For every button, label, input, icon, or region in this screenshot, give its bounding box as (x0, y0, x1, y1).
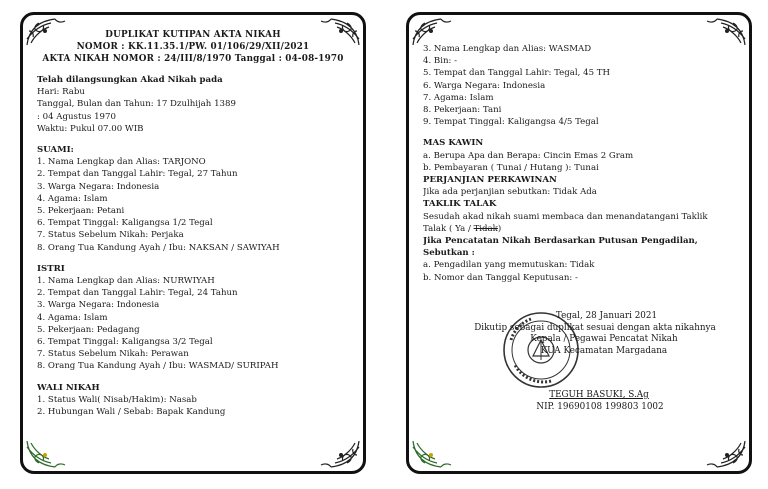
suami-line: 4. Agama: Islam (37, 193, 108, 204)
istri-line: 6. Tempat Tinggal: Kaligangsa 3/2 Tegal (37, 337, 213, 348)
wali-line: 7. Agama: Islam (423, 92, 494, 103)
perjanjian-title: PERJANJIAN PERKAWINAN (423, 175, 557, 186)
pencatatan-line: b. Nomor dan Tanggal Keputusan: - (423, 272, 578, 283)
mas-kawin-line: a. Berupa Apa dan Berapa: Cincin Emas 2 Gram (423, 150, 634, 161)
mas-kawin-line: b. Pembayaran ( Tunai / Hutang ): Tunai (423, 162, 599, 173)
pencatatan-title: Jika Pencatatan Nikah Berdasarkan Putusan Pengadilan, (423, 236, 698, 247)
document-number: NOMOR : KK.11.35.1/PW. 01/106/29/XII/2021 (76, 42, 310, 52)
istri-line: 7. Status Sebelum Nikah: Perawan (37, 349, 189, 360)
akad-line: : 04 Agustus 1970 (37, 111, 116, 122)
akad-section-title: Telah dilangsungkan Akad Nikah pada (37, 75, 223, 85)
akad-line: Tanggal, Bulan dan Tahun: 17 Dzulhijah 1389 (37, 99, 236, 110)
suami-line: 2. Tempat dan Tanggal Lahir: Tegal, 27 Tahun (37, 169, 238, 180)
suami-line: 5. Pekerjaan: Petani (37, 206, 125, 217)
wali-line: 4. Bin: - (423, 56, 458, 67)
wali-section-title: WALI NIKAH (37, 382, 100, 393)
wali-line: 3. Nama Lengkap dan Alias: WASMAD (423, 44, 592, 54)
wali-line: 8. Pekerjaan: Tani (423, 105, 502, 116)
wali-line: 9. Tempat Tinggal: Kaligangsa 4/5 Tegal (423, 117, 599, 128)
suami-section-title: SUAMI: (37, 145, 74, 156)
sign-line: Kepala / Pegawai Pencatat Nikah (530, 334, 678, 344)
right-document-page (406, 12, 752, 474)
marriage-certificate-number: AKTA NIKAH NOMOR : 24/III/8/1970 Tanggal : 04-08-1970 (42, 54, 344, 64)
taklik-struck-option: Tidak (473, 223, 498, 234)
left-page-content (37, 29, 349, 461)
taklik-line: Sesudah akad nikah suami membaca dan menandatangani Taklik (423, 211, 708, 222)
document-title: DUPLIKAT KUTIPAN AKTA NIKAH (105, 30, 281, 40)
akad-line: Hari: Rabu (37, 87, 85, 98)
perjanjian-line: Jika ada perjanjian sebutkan: Tidak Ada (423, 187, 597, 198)
istri-line: 2. Tempat dan Tanggal Lahir: Tegal, 24 Tahun (37, 288, 238, 299)
pencatatan-line: a. Pengadilan yang memutuskan: Tidak (423, 260, 595, 271)
istri-line: 8. Orang Tua Kandung Ayah / Ibu: WASMAD/ SURIPAH (37, 361, 279, 372)
wali-line: 2. Hubungan Wali / Sebab: Bapak Kandung (37, 407, 226, 418)
mas-kawin-title: MAS KAWIN (423, 138, 484, 149)
signature-block (409, 311, 749, 357)
wali-line: 6. Warga Negara: Indonesia (423, 80, 546, 91)
suami-line: 3. Warga Negara: Indonesia (37, 181, 160, 192)
akad-line: Waktu: Pukul 07.00 WIB (37, 123, 144, 134)
suami-line: 1. Nama Lengkap dan Alias: TARJONO (37, 157, 206, 168)
suami-line: 7. Status Sebelum Nikah: Perjaka (37, 230, 184, 241)
sign-line: KUA Kecamatan Margadana (540, 345, 668, 356)
taklik-prefix: Talak ( Ya / (423, 223, 474, 234)
signer-block (409, 390, 749, 413)
taklik-line (423, 223, 735, 235)
signer-name: TEGUH BASUKI, S.Ag (549, 390, 649, 400)
wali-line: 1. Status Wali( Nisab/Hakim): Nasab (37, 394, 197, 405)
istri-line: 1. Nama Lengkap dan Alias: NURWIYAH (37, 276, 215, 287)
left-document-page (20, 12, 366, 474)
istri-section-title: ISTRI (37, 263, 65, 274)
pencatatan-subtitle: Sebutkan : (423, 248, 475, 259)
sign-line: Dikutip sebagai duplikat sesuai dengan akta nikahnya (474, 322, 716, 333)
wali-line: 5. Tempat dan Tanggal Lahir: Tegal, 45 TH (423, 68, 610, 79)
taklik-title: TAKLIK TALAK (423, 199, 497, 210)
istri-line: 5. Pekerjaan: Pedagang (37, 324, 140, 335)
suami-line: 8. Orang Tua Kandung Ayah / Ibu: NAKSAN / SAWIYAH (37, 242, 280, 253)
signer-nip: NIP. 19690108 199803 1002 (536, 401, 664, 412)
taklik-suffix: ) (497, 223, 502, 234)
istri-line: 4. Agama: Islam (37, 312, 108, 323)
sign-date: Tegal, 28 Januari 2021 (555, 311, 658, 321)
istri-line: 3. Warga Negara: Indonesia (37, 300, 160, 311)
suami-line: 6. Tempat Tinggal: Kaligangsa 1/2 Tegal (37, 218, 213, 229)
